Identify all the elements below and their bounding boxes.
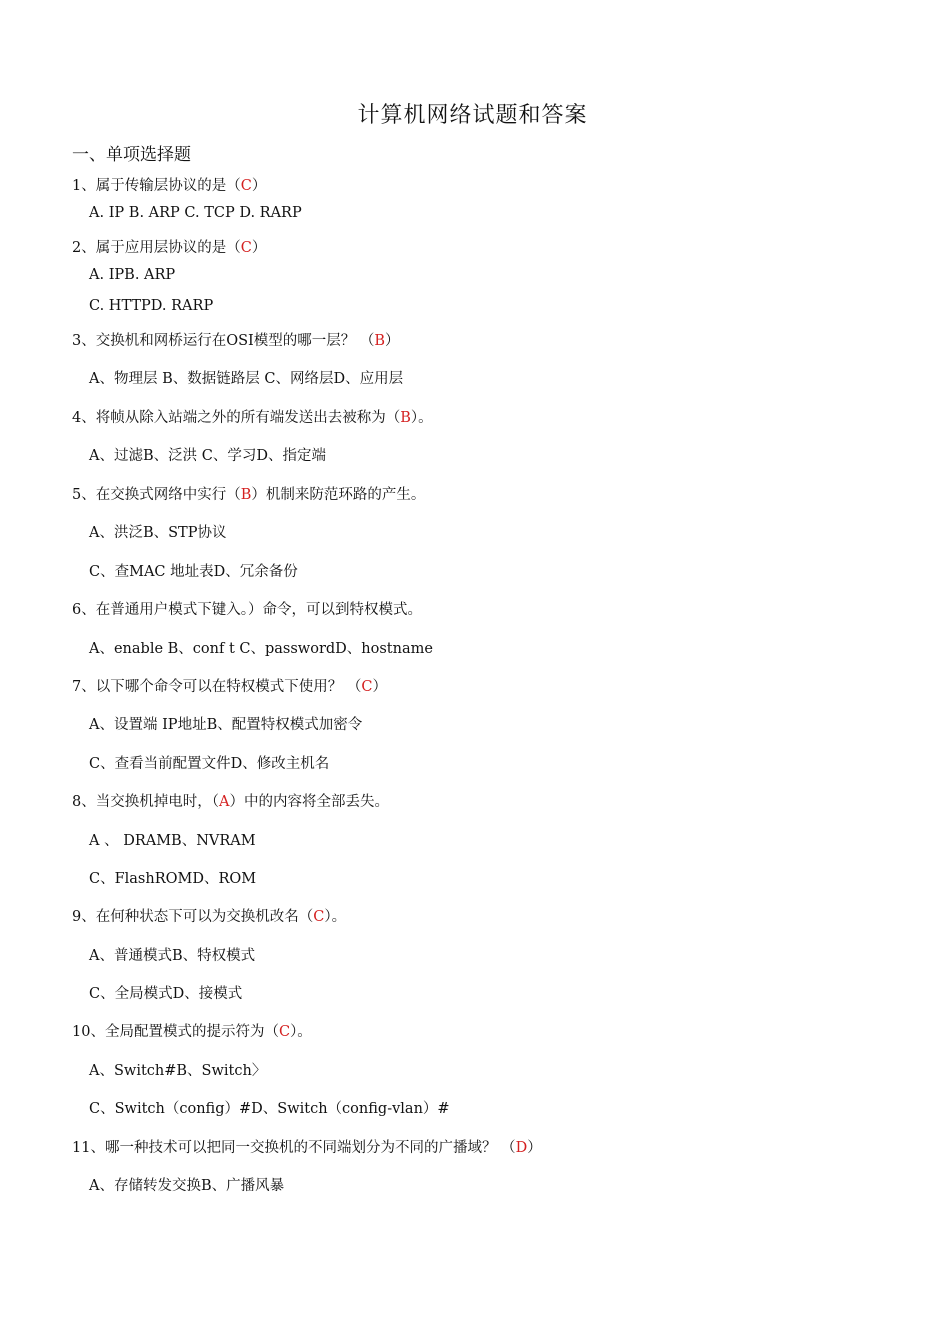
options-7a: A、设置端 IP地址B、配置特权模式加密令 [89, 717, 363, 733]
page-title: 计算机网络试题和答案 [357, 103, 588, 128]
options-10a: A、Switch#B、Switch〉 [89, 1063, 267, 1079]
answer-3: B [374, 333, 386, 349]
options-3: A、物理层 B、数据链路层 C、网络层D、应用层 [89, 371, 404, 387]
answer-9: C [313, 909, 325, 925]
options-5b: C、查MAC 地址表D、冗余备份 [89, 564, 298, 580]
options-10b: C、Switch（config）#D、Switch（config-vlan）# [89, 1101, 450, 1117]
question-3: 3、交换机和网桥运行在OSI模型的哪一层？ （B） [72, 333, 400, 349]
question-4: 4、将帧从除入站端之外的所有端发送出去被称为（B）。 [72, 410, 433, 426]
answer-5: B [240, 487, 252, 503]
answer-10: C [278, 1024, 291, 1040]
question-6: 6、在普通用户模式下键入。）命令，可以到特权模式。 [72, 602, 422, 618]
options-8b: C、FlashROMD、ROM [89, 871, 257, 887]
options-9b: C、全局模式D、接模式 [89, 986, 243, 1002]
options-1: A. IP B. ARP C. TCP D. RARP [89, 205, 302, 221]
answer-2: C [240, 240, 252, 256]
answer-7: C [361, 679, 373, 695]
question-8: 8、当交换机掉电时，（A）中的内容将全部丢失。 [72, 794, 389, 810]
answer-11: D [515, 1140, 528, 1156]
question-2: 2、属于应用层协议的是（C） [72, 240, 267, 256]
question-9: 9、在何种状态下可以为交换机改名（C）。 [72, 909, 347, 925]
question-10: 10、全局配置模式的提示符为（C）。 [72, 1024, 312, 1040]
options-4: A、过滤B、泛洪 C、学习D、指定端 [89, 448, 326, 464]
answer-1: C [240, 178, 252, 194]
options-2b: C. HTTPD. RARP [89, 298, 214, 314]
options-7b: C、查看当前配置文件D、修改主机名 [89, 756, 330, 772]
options-5a: A、洪泛B、STP协议 [89, 525, 227, 541]
question-1: 1、属于传输层协议的是（C） [72, 178, 267, 194]
options-9a: A、普通模式B、特权模式 [89, 948, 256, 964]
question-5: 5、在交换式网络中实行（B）机制来防范环路的产生。 [72, 487, 426, 503]
question-11: 11、哪一种技术可以把同一交换机的不同端划分为不同的广播域？ （D） [72, 1140, 542, 1156]
answer-8: A [218, 794, 230, 810]
options-11: A、存储转发交换B、广播风暴 [89, 1178, 285, 1194]
section-heading: 一、单项选择题 [72, 145, 191, 165]
question-7: 7、以下哪个命令可以在特权模式下使用？ （C） [72, 679, 387, 695]
options-6: A、enable B、conf t C、passwordD、hostname [89, 641, 433, 657]
options-2a: A. IPB. ARP [89, 267, 176, 283]
options-8a: A 、 DRAMB、NVRAM [89, 833, 256, 849]
answer-4: B [400, 410, 411, 426]
